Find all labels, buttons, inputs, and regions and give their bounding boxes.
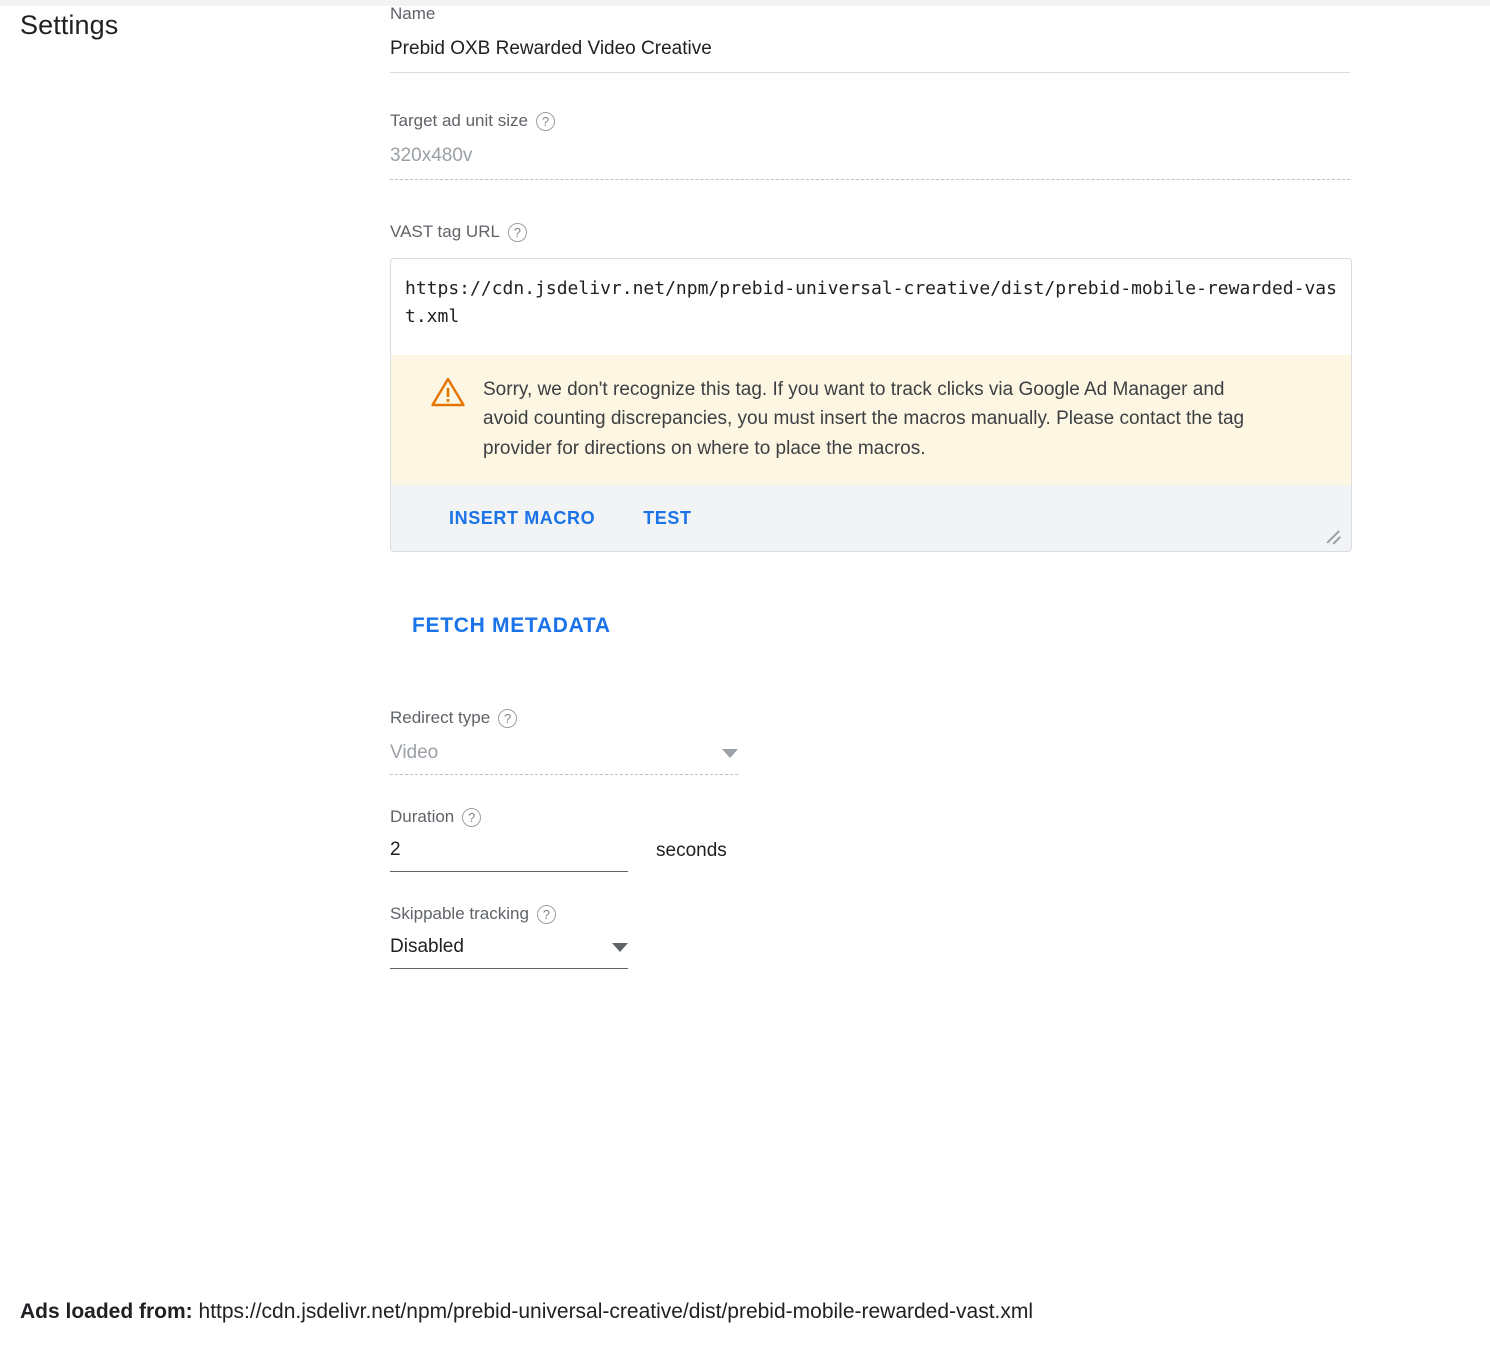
redirect-type-group [390,708,1370,775]
page-title: Settings [20,10,119,40]
redirect-type-label-text: Redirect type [390,708,491,728]
duration-unit-label: seconds [656,840,727,862]
chevron-down-icon [722,749,738,758]
vast-tag-url-label [390,222,1370,242]
insert-macro-button[interactable]: INSERT MACRO [449,507,596,528]
name-label [390,4,1370,24]
resize-handle[interactable] [1327,529,1343,545]
vast-tag-url-label-text: VAST tag URL [390,222,500,241]
redirect-type-value: Video [390,742,439,764]
redirect-type-select [390,742,738,775]
target-ad-unit-size-group [390,111,1370,180]
help-icon[interactable]: ? [537,905,556,924]
duration-row [390,839,1370,872]
target-ad-unit-size-label [390,111,1370,131]
vast-tag-url-box [390,258,1352,552]
vast-tag-url-group [390,222,1370,552]
name-value: Prebid OXB Rewarded Video Creative [390,38,712,59]
target-ad-unit-size-input [390,145,1350,180]
duration-input[interactable]: 2 [390,839,628,872]
help-icon[interactable]: ? [462,808,481,827]
skippable-tracking-group [390,904,1370,969]
name-input[interactable] [390,38,1350,73]
ads-loaded-from-status [20,1300,1033,1324]
fetch-metadata-button[interactable]: FETCH METADATA [412,614,611,638]
target-ad-unit-size-label-text: Target ad unit size [390,111,528,130]
skippable-tracking-value: Disabled [390,936,464,958]
ads-loaded-from-url: https://cdn.jsdelivr.net/npm/prebid-universal-creative/dist/prebid-mobile-rewarded-vast.xml [198,1300,1034,1323]
ads-loaded-from-prefix: Ads loaded from: [20,1300,193,1323]
vast-tag-url-textarea[interactable]: https://cdn.jsdelivr.net/npm/prebid-universal-creative/dist/prebid-mobile-rewarded-vast.xml [405,278,1337,327]
name-label-text: Name [390,4,436,23]
help-icon[interactable]: ? [536,112,555,131]
tag-warning-text: Sorry, we don't recognize this tag. If you want to track clicks via Google Ad Manager and avoid counting discrepancies, you must insert the macros manually. Please contact the tag provider for directions on where to place the macros. [483,379,1245,459]
help-icon[interactable]: ? [498,709,517,728]
skippable-tracking-label-text: Skippable tracking [390,904,529,924]
duration-label [390,807,1370,827]
vast-action-bar [391,485,1351,551]
skippable-tracking-select[interactable] [390,936,628,969]
name-field-group [390,4,1370,73]
warning-triangle-icon [431,377,465,412]
duration-group [390,807,1370,872]
fetch-metadata-row [390,614,1370,638]
target-ad-unit-size-value: 320x480v [390,145,473,166]
duration-label-text: Duration [390,807,455,827]
creative-settings-form [390,0,1370,969]
skippable-tracking-label [390,904,1370,924]
redirect-type-label [390,708,1370,728]
help-icon[interactable]: ? [508,223,527,242]
tag-warning-banner [391,355,1351,485]
test-button[interactable]: TEST [643,507,692,528]
chevron-down-icon [612,943,628,952]
